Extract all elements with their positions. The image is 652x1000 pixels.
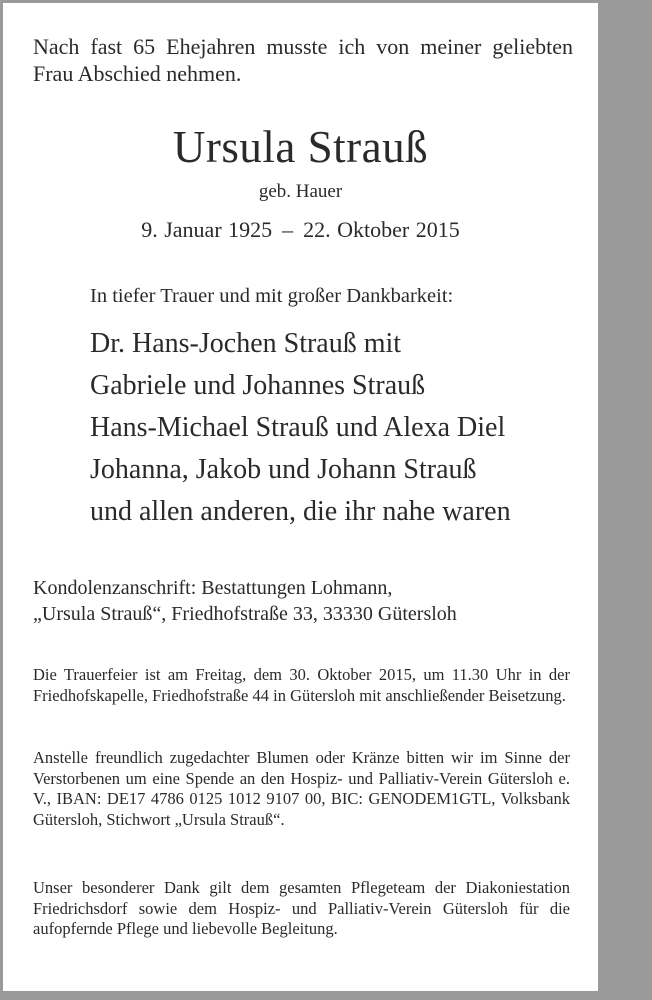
life-dates — [3, 217, 598, 243]
mourners-heading: In tiefer Trauer und mit großer Dankbarkeit: — [90, 285, 454, 307]
mourner-line: Johanna, Jakob und Johann Strauß — [90, 454, 477, 485]
mourner-line: Gabriele und Johannes Strauß — [90, 370, 426, 401]
birth-name: geb. Hauer — [258, 181, 343, 202]
condolence-line: „Ursula Strauß“, Friedhofstraße 33, 33330 Gütersloh — [33, 603, 457, 625]
mourner-line: Hans-Michael Strauß und Alexa Diel — [90, 412, 506, 443]
mourner-line: und allen anderen, die ihr nahe waren — [90, 496, 511, 527]
donation-info: Anstelle freundlich zugedachter Blumen oder Kränze bitten wir im Sinne der Verstorbenen um eine Spende an den Hospiz- und Palliativ-Verein Gütersloh e. V., IBAN: DE17 4786 0125 1012 9107 00, BIC: GENODEM1GTL, Volksbank Gütersloh, Stichwort „Ursula Strauß“. — [33, 748, 570, 829]
condolence-address — [33, 575, 578, 627]
mourners-list — [90, 323, 511, 533]
death-date: 22. Oktober 2015 — [303, 217, 460, 242]
birth-date: 9. Januar 1925 — [141, 217, 273, 242]
condolence-line: Kondolenzanschrift: Bestattungen Lohmann, — [33, 577, 393, 599]
thanks-text: Unser besonderer Dank gilt dem gesamten Pflegeteam der Diakoniestation Friedrichsdorf sowie dem Hospiz- und Palliativ-Verein Gütersloh für die aufopfernde Pflege und liebevolle Begleitung. — [33, 878, 570, 938]
date-separator: – — [282, 217, 294, 242]
funeral-info: Die Trauerfeier ist am Freitag, dem 30. Oktober 2015, um 11.30 Uhr in der Friedhofskapelle, Friedhofstraße 44 in Gütersloh mit anschließender Beisetzung. — [33, 665, 570, 705]
deceased-name: Ursula Strauß — [172, 122, 429, 172]
intro-text: Nach fast 65 Ehejahren musste ich von meiner geliebten Frau Abschied nehmen. — [33, 34, 573, 86]
mourner-line: Dr. Hans-Jochen Strauß mit — [90, 328, 402, 359]
obituary-notice — [3, 3, 598, 991]
